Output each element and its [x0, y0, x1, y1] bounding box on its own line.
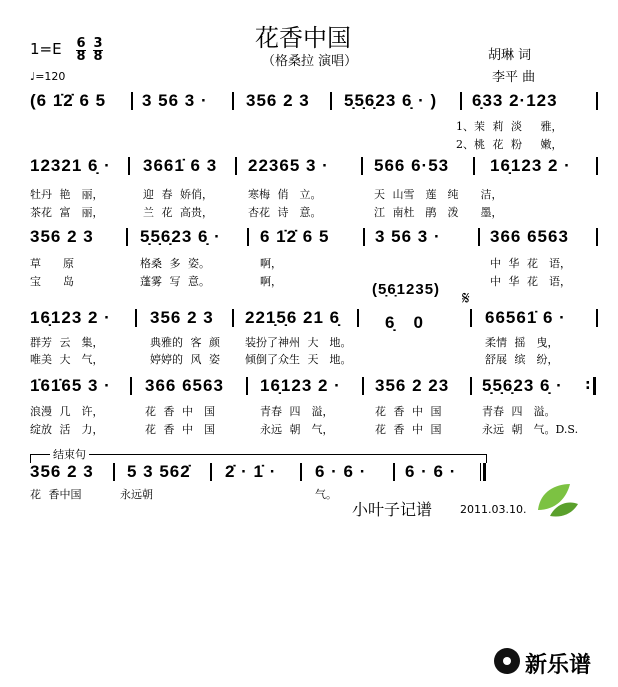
bar-line: [113, 463, 115, 481]
lyric: 青春 四 溢。: [482, 405, 556, 418]
measure: 1̇61̇65 3 ·: [30, 376, 111, 395]
bar-line: [596, 228, 598, 246]
lyric: 江 南杜 鹃 泼 墨，: [374, 206, 503, 219]
transcriber-signature: 小叶子记谱: [352, 500, 433, 519]
song-title: 花香中国: [255, 24, 351, 52]
lyric-line-verse2: 2、桃 花 粉 嫩，: [456, 138, 563, 151]
lyric: 绽放 活 力，: [30, 423, 104, 436]
lyric: 青春 四 溢，: [260, 405, 334, 418]
lyric: 中 华 花 语，: [490, 275, 571, 288]
measure: 16̣123 2 ·: [30, 308, 111, 327]
leaf-icon: [530, 480, 580, 520]
lyric: 舒展 缤 纷，: [485, 353, 559, 366]
singer-subtitle: （格桑拉 演唱）: [262, 54, 358, 69]
lyric: 花 香 中 国: [145, 423, 215, 436]
lyric: 寒梅 俏 立。: [248, 188, 322, 201]
lyric: 唯美 大 气，: [30, 353, 104, 366]
lyric: 婷婷的 风 姿: [150, 353, 220, 366]
lyric: 天 山雪 莲 纯 洁，: [374, 188, 503, 201]
lyric: 花 香 中 国: [145, 405, 215, 418]
bar-line: [131, 92, 133, 110]
lyric: 牡丹 艳 丽，: [30, 188, 104, 201]
bar-line: [357, 309, 359, 327]
measure: 5 3 562̇: [127, 462, 191, 481]
bar-line: [246, 377, 248, 395]
time-sig-bottom-1: 8: [76, 49, 86, 64]
music-disc-logo-icon: [492, 646, 522, 676]
bar-line: [470, 309, 472, 327]
time-sig-bottom-2: 8: [93, 49, 103, 64]
measure: 366 6563: [490, 227, 569, 246]
site-logo-text: 新乐谱: [525, 653, 592, 678]
measure: 5̣5̣6̣23 6̣ · ): [344, 91, 438, 110]
bar-line: [478, 228, 480, 246]
lyric: 装扮了神州 大 地。: [245, 336, 352, 349]
bar-line: [135, 309, 137, 327]
lyric: 花 香 中 国: [375, 405, 442, 418]
transcription-date: 2011.03.10.: [460, 503, 527, 516]
segno-sign: 𝄋: [462, 288, 470, 309]
lyric: 群芳 云 集，: [30, 336, 104, 349]
final-bar-thick: [483, 463, 486, 481]
lyric: 倾倒了众生 天 地。: [245, 353, 352, 366]
measure: 16̣123 2 ·: [260, 376, 341, 395]
bar-line: [363, 228, 365, 246]
bar-line: [232, 92, 234, 110]
measure: 356 2 3: [246, 91, 310, 110]
bar-line: [596, 157, 598, 175]
measure: 566 6·53: [374, 156, 450, 175]
bar-line: [330, 92, 332, 110]
bar-line: [232, 309, 234, 327]
lyric: 典雅的 客 颜: [150, 336, 220, 349]
bar-line: [393, 463, 395, 481]
lyric: 中 华 花 语，: [490, 257, 571, 270]
lyric: 花 香 中 国: [375, 423, 442, 436]
tempo-marking: ♩=120: [30, 70, 66, 83]
bar-line: [596, 92, 598, 110]
bar-line: [130, 377, 132, 395]
measure: 6 · 6 ·: [315, 462, 367, 481]
measure: 16̣123 2 ·: [490, 156, 571, 175]
lyric: 迎 春 娇俏，: [143, 188, 213, 201]
measure: 221̣5̣6 21 6̣: [245, 308, 341, 327]
measure: 2̇ · 1̇ ·: [225, 462, 277, 481]
time-sig-top-2: 3: [93, 36, 103, 51]
measure: 3661̇ 6 3: [143, 156, 218, 175]
lyric: 兰 花 高贵，: [143, 206, 213, 219]
measure: 366 6563: [145, 376, 224, 395]
lyric: 花 香中国: [30, 488, 82, 501]
lyric: 宝 岛: [30, 275, 74, 288]
lyric: 柔情 摇 曳，: [485, 336, 559, 349]
bar-line: [470, 377, 472, 395]
measure: 5̣5̣6̣23 6̣ ·: [140, 227, 221, 246]
measure: 356 2 3: [30, 227, 94, 246]
measure: (6 1̇2̇ 6 5: [30, 91, 107, 110]
lyric: 杏花 诗 意。: [248, 206, 322, 219]
measure: 6 1̇2̇ 6 5: [260, 227, 330, 246]
lyric: 草 原: [30, 257, 74, 270]
measure: 356 2 23: [375, 376, 450, 395]
bar-line: [235, 157, 237, 175]
key-signature: 1=E: [30, 40, 62, 58]
repeat-dots: :: [585, 377, 591, 393]
time-sig-top-1: 6: [76, 36, 86, 51]
lyric: 永远 朝 气，: [260, 423, 334, 436]
ending-label: 结束句: [50, 446, 89, 462]
bar-line: [210, 463, 212, 481]
measure: 66561̇ 6 ·: [485, 308, 566, 327]
bar-line: [128, 157, 130, 175]
repeat-end-bar: [593, 377, 596, 395]
lyric: 茶花 富 丽，: [30, 206, 104, 219]
lyric: 啊，: [260, 275, 282, 288]
measure: 22365 3 ·: [248, 156, 329, 175]
measure: 6̣ 0: [385, 313, 424, 332]
final-bar-thin: [480, 463, 481, 481]
lyric: 格桑 多 姿。: [140, 257, 210, 270]
lyric: 啊，: [260, 257, 282, 270]
lyric: 浪漫 几 许，: [30, 405, 104, 418]
bar-line: [596, 309, 598, 327]
lyricist-credit: 胡琳 词: [488, 48, 532, 63]
bar-line: [300, 463, 302, 481]
pickup-notes: (5̣6̣1235): [372, 281, 441, 298]
bar-line: [460, 92, 462, 110]
lyric: 永远朝: [120, 488, 153, 501]
lyric: 永远 朝 气。D.S.: [482, 423, 579, 436]
lyric-line-verse1: 1、茉 莉 淡 雅，: [456, 120, 563, 133]
measure: 6̣33 2·123: [472, 91, 558, 110]
bar-line: [473, 157, 475, 175]
measure: 3 56 3 ·: [375, 227, 441, 246]
lyric: 气。: [315, 488, 337, 501]
bar-line: [126, 228, 128, 246]
lyric: 蓬雾 写 意。: [140, 275, 210, 288]
composer-credit: 李平 曲: [492, 70, 536, 85]
measure: 3 56 3 ·: [142, 91, 208, 110]
measure: 12321 6̣ ·: [30, 156, 111, 175]
bar-line: [361, 157, 363, 175]
bar-line: [362, 377, 364, 395]
measure: 6 · 6 ·: [405, 462, 457, 481]
measure: 5̣5̣6̣23 6̣ ·: [482, 376, 563, 395]
measure: 356 2 3: [30, 462, 94, 481]
measure: 356 2 3: [150, 308, 214, 327]
bar-line: [247, 228, 249, 246]
